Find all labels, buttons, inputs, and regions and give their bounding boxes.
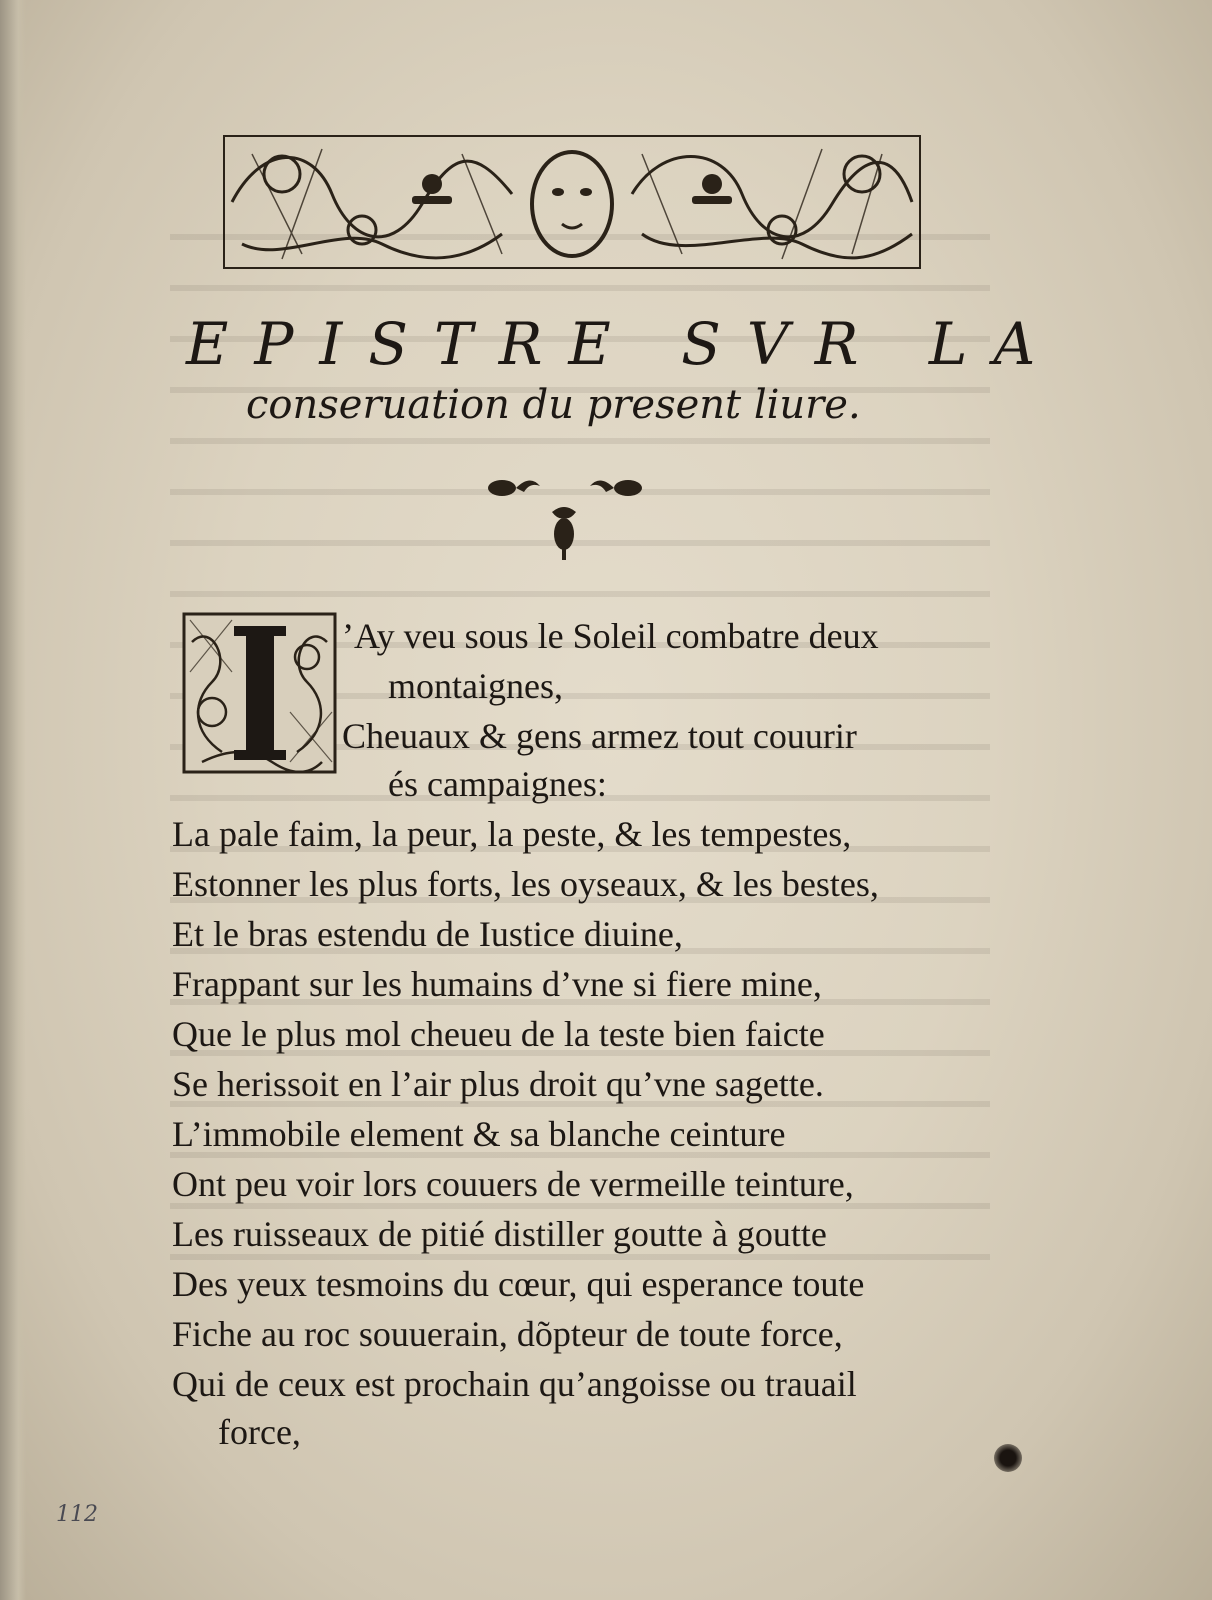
decorated-initial-i-icon (182, 612, 337, 774)
poem-line: Frappant sur les humains d’vne si fiere mine, (172, 964, 822, 1004)
poem-line: Que le plus mol cheueu de la teste bien faicte (172, 1014, 825, 1054)
page-title: EPISTRE SVR LA (186, 310, 1062, 378)
poem-line: Des yeux tesmoins du cœur, qui esperance toute (172, 1264, 865, 1304)
poem-line: Se herissoit en l’air plus droit qu’vne sagette. (172, 1064, 824, 1104)
poem-line: montaignes, (388, 666, 563, 706)
page-edge-shadow (0, 0, 26, 1600)
poem-line: Ont peu voir lors couuers de vermeille teinture, (172, 1164, 854, 1204)
poem-line: és campaignes: (388, 764, 607, 804)
poem-line: Et le bras estendu de Iustice diuine, (172, 914, 683, 954)
fleuron-ornament-icon (480, 472, 670, 572)
poem-line: ’Ay veu sous le Soleil combatre deux (342, 616, 879, 656)
poem-line: Estonner les plus forts, les oyseaux, & les bestes, (172, 864, 879, 904)
folio-number: 112 (56, 1502, 98, 1527)
poem-line: Fiche au roc souuerain, dõpteur de toute force, (172, 1314, 843, 1354)
poem-line: La pale faim, la peur, la peste, & les tempestes, (172, 814, 852, 854)
poem-line: Les ruisseaux de pitié distiller goutte à goutte (172, 1214, 827, 1254)
ink-stain (994, 1444, 1022, 1472)
woodcut-headpiece-icon (222, 134, 922, 270)
poem-line: L’immobile element & sa blanche ceinture (172, 1114, 786, 1154)
page-subtitle: conseruation du present liure. (246, 382, 861, 428)
poem-line: Qui de ceux est prochain qu’angoisse ou trauail (172, 1364, 857, 1404)
poem-line: force, (218, 1412, 301, 1452)
poem-line: Cheuaux & gens armez tout couurir (342, 716, 857, 756)
